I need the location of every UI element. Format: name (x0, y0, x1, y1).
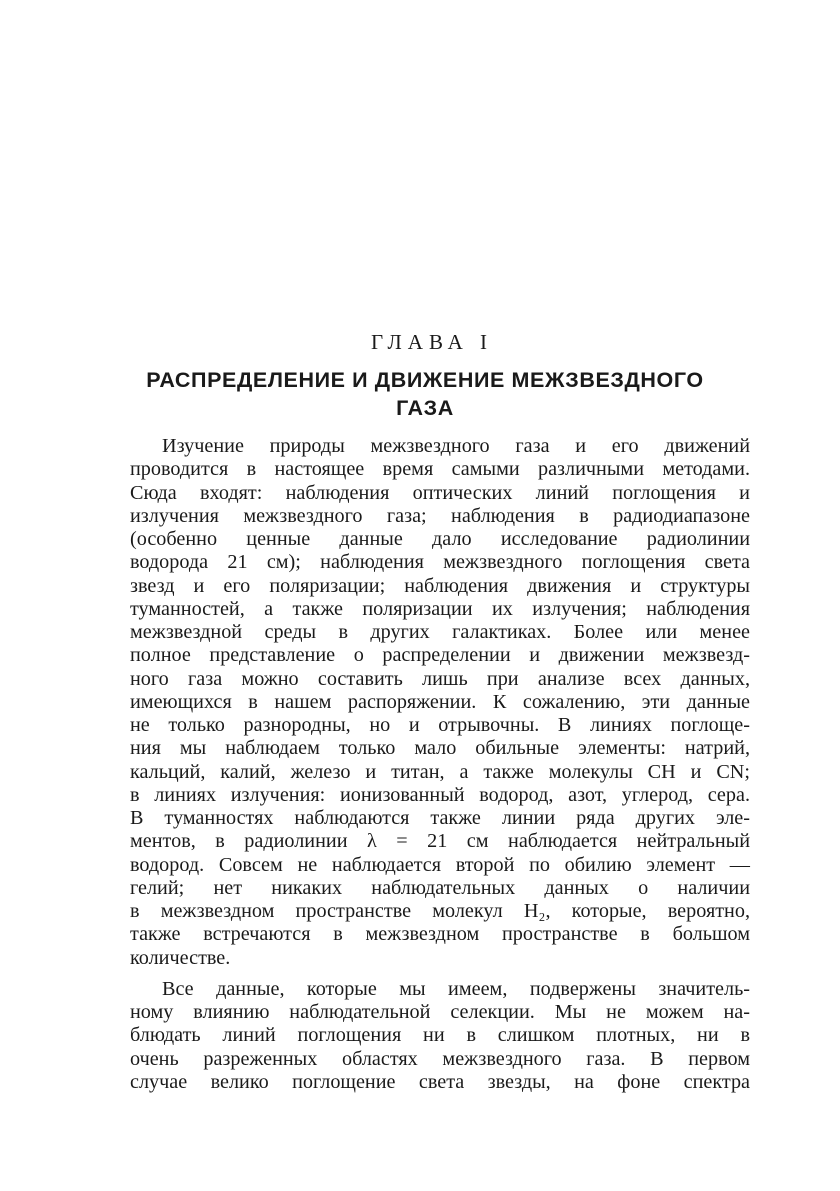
text-line: ному влиянию наблюдательной селекции. Мы не можем на- (130, 1001, 750, 1023)
text-line: блюдать линий поглощения ни в слишком плотных, ни в (130, 1024, 750, 1047)
text-line: также встречаются в межзвездном пространстве в большом (130, 923, 750, 946)
text-line: В туманностях наблюдаются также линии ряда других эле- (130, 807, 750, 829)
text-line: ментов, в радиолинии λ = 21 см наблюдается нейтральный (130, 830, 750, 853)
chapter-title (120, 366, 730, 422)
text-line: проводится в настоящее время самыми различными методами. (130, 458, 750, 481)
text-line: водород. Совсем не наблюдается второй по обилию элемент — (130, 853, 750, 876)
text-line: количестве. (130, 946, 231, 969)
text-line: Изучение природы межзвездного газа и его движений (162, 435, 750, 457)
text-line: гелий; нет никаких наблюдательных данных о наличии (130, 876, 750, 899)
text-line: ния мы наблюдаем только мало обильные элементы: натрий, (130, 737, 750, 760)
text-line: излучения межзвездного газа; наблюдения в радиодиапазоне (130, 504, 750, 527)
text-line: не только разнородны, но и отрывочны. В линиях поглоще- (130, 714, 750, 736)
text-line: Сюда входят: наблюдения оптических линий поглощения и (130, 481, 750, 504)
chapter-title-line: ГАЗА (396, 396, 454, 420)
text-line: межзвездной среды в других галактиках. Более или менее (130, 621, 750, 643)
text-line: имеющихся в нашем распоряжении. К сожалению, эти данные (130, 690, 750, 713)
text-line: ного газа можно составить лишь при анализе всех данных, (130, 667, 750, 690)
paragraph-1 (130, 435, 750, 970)
chapter-title-line: РАСПРЕДЕЛЕНИЕ И ДВИЖЕНИЕ МЕЖЗВЕЗДНОГО (146, 368, 704, 392)
text-line: звезд и его поляризации; наблюдения движения и структуры (130, 574, 750, 597)
text-line: Все данные, которые мы имеем, подвержены значитель- (162, 977, 750, 1000)
chapter-label: ГЛАВА I (370, 330, 494, 354)
paragraph-2 (130, 978, 750, 1094)
text-line: туманностей, а также поляризации их излучения; наблюдения (130, 597, 750, 620)
text-line: очень разреженных областях межзвездного газа. В первом (130, 1047, 750, 1070)
text-line: в межзвездном пространстве молекул H₂, которые, вероятно, (130, 900, 750, 922)
text-line: кальций, калий, железо и титан, а также молекулы CH и CN; (130, 760, 750, 783)
text-line: случае велико поглощение света звезды, на фоне спектра (130, 1070, 750, 1093)
text-line: (особенно ценные данные дало исследование радиолинии (130, 528, 750, 550)
body-text (130, 435, 750, 1094)
text-line: водорода 21 см); наблюдения межзвездного поглощения света (130, 551, 750, 574)
text-line: в линиях излучения: ионизованный водород, азот, углерод, сера. (130, 783, 750, 806)
text-line: полное представление о распределении и движении межзвезд- (130, 644, 750, 667)
